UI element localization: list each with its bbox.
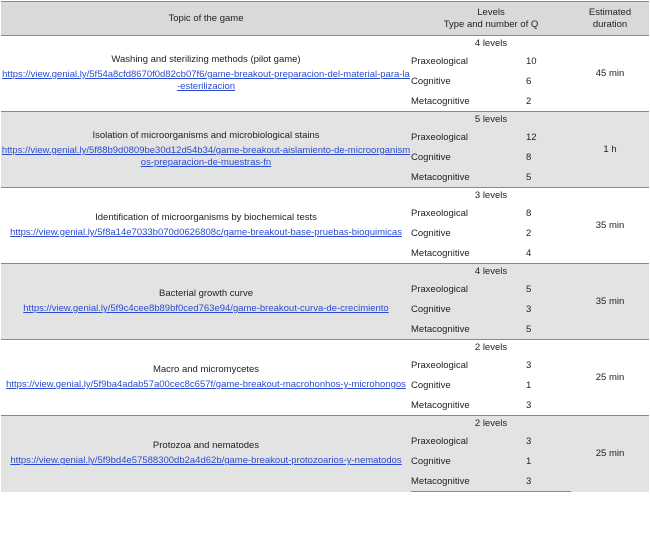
game-link[interactable]: https://view.genial.ly/5f88b9d0809be30d12d54b34/game-breakout-aislamiento-de-microorganismos-preparacion-de-muestras-fn xyxy=(1,145,411,168)
game-link[interactable]: https://view.genial.ly/5f9c4cee8b89bf0ced763e94/game-breakout-curva-de-crecimiento xyxy=(23,303,389,314)
game-group xyxy=(1,340,649,416)
question-count: 12 xyxy=(526,128,571,148)
question-type: Cognitive xyxy=(411,376,526,396)
question-type: Metacognitive xyxy=(411,244,526,264)
question-type: Cognitive xyxy=(411,300,526,320)
duration-cell: 25 min xyxy=(571,416,649,492)
question-count: 5 xyxy=(526,168,571,188)
table-row xyxy=(1,416,649,432)
topic-title: Protozoa and nematodes xyxy=(152,440,260,452)
game-group xyxy=(1,112,649,188)
question-type: Praxeological xyxy=(411,432,526,452)
topic-title: Washing and sterilizing methods (pilot game) xyxy=(111,54,301,65)
question-count: 3 xyxy=(526,300,571,320)
game-group xyxy=(1,416,649,492)
question-count: 5 xyxy=(526,280,571,300)
topic-cell xyxy=(1,340,411,416)
question-count: 3 xyxy=(526,356,571,376)
table-row xyxy=(1,36,649,52)
question-type: Praxeological xyxy=(411,204,526,224)
levels-count: 2 levels xyxy=(411,340,571,356)
header-levels-line1: Levels xyxy=(477,6,505,18)
question-count: 6 xyxy=(526,72,571,92)
question-count: 10 xyxy=(526,52,571,72)
table-row xyxy=(1,340,649,356)
question-type: Praxeological xyxy=(411,128,526,148)
topic-title: Identification of microorganisms by biochemical tests xyxy=(95,212,317,223)
question-count: 1 xyxy=(526,376,571,396)
question-type: Praxeological xyxy=(411,52,526,72)
games-table xyxy=(1,1,649,492)
topic-title: Bacterial growth curve xyxy=(159,288,253,299)
header-levels xyxy=(411,2,571,36)
header-duration-line1: Estimated xyxy=(588,6,632,18)
question-count: 2 xyxy=(526,224,571,244)
levels-count: 4 levels xyxy=(411,36,571,52)
header-levels-line2: Type and number of Q xyxy=(443,18,539,30)
question-type: Praxeological xyxy=(411,356,526,376)
duration-cell: 25 min xyxy=(571,340,649,416)
header-duration-line2: duration xyxy=(592,18,628,30)
header-duration xyxy=(571,2,649,36)
question-type: Metacognitive xyxy=(411,472,526,492)
question-count: 4 xyxy=(526,244,571,264)
levels-count: 4 levels xyxy=(411,264,571,280)
levels-count: 5 levels xyxy=(411,112,571,128)
levels-count: 2 levels xyxy=(411,416,571,432)
game-link[interactable]: https://view.genial.ly/5f54a8cfd8670f0d82cb07f6/game-breakout-preparacion-del-material-para-la-esterilizacion xyxy=(2,69,410,92)
game-link[interactable]: https://view.genial.ly/5f9bd4e57588300db2a4d62b/game-breakout-protozoarios-y-nematodos xyxy=(10,455,402,467)
question-type: Cognitive xyxy=(411,148,526,168)
question-type: Metacognitive xyxy=(411,396,526,416)
question-count: 8 xyxy=(526,148,571,168)
question-type: Metacognitive xyxy=(411,168,526,188)
duration-cell: 35 min xyxy=(571,264,649,340)
question-count: 5 xyxy=(526,320,571,340)
question-count: 3 xyxy=(526,432,571,452)
question-count: 2 xyxy=(526,92,571,112)
game-group xyxy=(1,264,649,340)
question-count: 3 xyxy=(526,396,571,416)
question-type: Metacognitive xyxy=(411,92,526,112)
game-group xyxy=(1,36,649,112)
table-row xyxy=(1,264,649,280)
question-count: 3 xyxy=(526,472,571,492)
topic-cell xyxy=(1,188,411,264)
table-row xyxy=(1,188,649,204)
game-link[interactable]: https://view.genial.ly/5f9ba4adab57a00cec8c657f/game-breakout-macrohonhos-y-microhongos xyxy=(6,379,406,390)
question-type: Cognitive xyxy=(411,224,526,244)
duration-cell: 1 h xyxy=(571,112,649,188)
topic-cell xyxy=(1,264,411,340)
topic-cell xyxy=(1,112,411,188)
topic-title: Isolation of microorganisms and microbiological stains xyxy=(92,130,320,141)
topic-cell xyxy=(1,36,411,112)
game-group xyxy=(1,188,649,264)
levels-count: 3 levels xyxy=(411,188,571,204)
question-type: Praxeological xyxy=(411,280,526,300)
header-row xyxy=(1,2,649,36)
question-count: 8 xyxy=(526,204,571,224)
topic-title: Macro and micromycetes xyxy=(152,364,260,375)
duration-cell: 35 min xyxy=(571,188,649,264)
question-count: 1 xyxy=(526,452,571,472)
game-link[interactable]: https://view.genial.ly/5f8a14e7033b070d0626808c/game-breakout-base-pruebas-bioquimicas xyxy=(10,227,402,238)
question-type: Cognitive xyxy=(411,72,526,92)
header-topic: Topic of the game xyxy=(1,2,411,36)
table-header xyxy=(1,2,649,36)
duration-cell: 45 min xyxy=(571,36,649,112)
question-type: Cognitive xyxy=(411,452,526,472)
topic-cell xyxy=(1,416,411,492)
question-type: Metacognitive xyxy=(411,320,526,340)
table-row xyxy=(1,112,649,128)
